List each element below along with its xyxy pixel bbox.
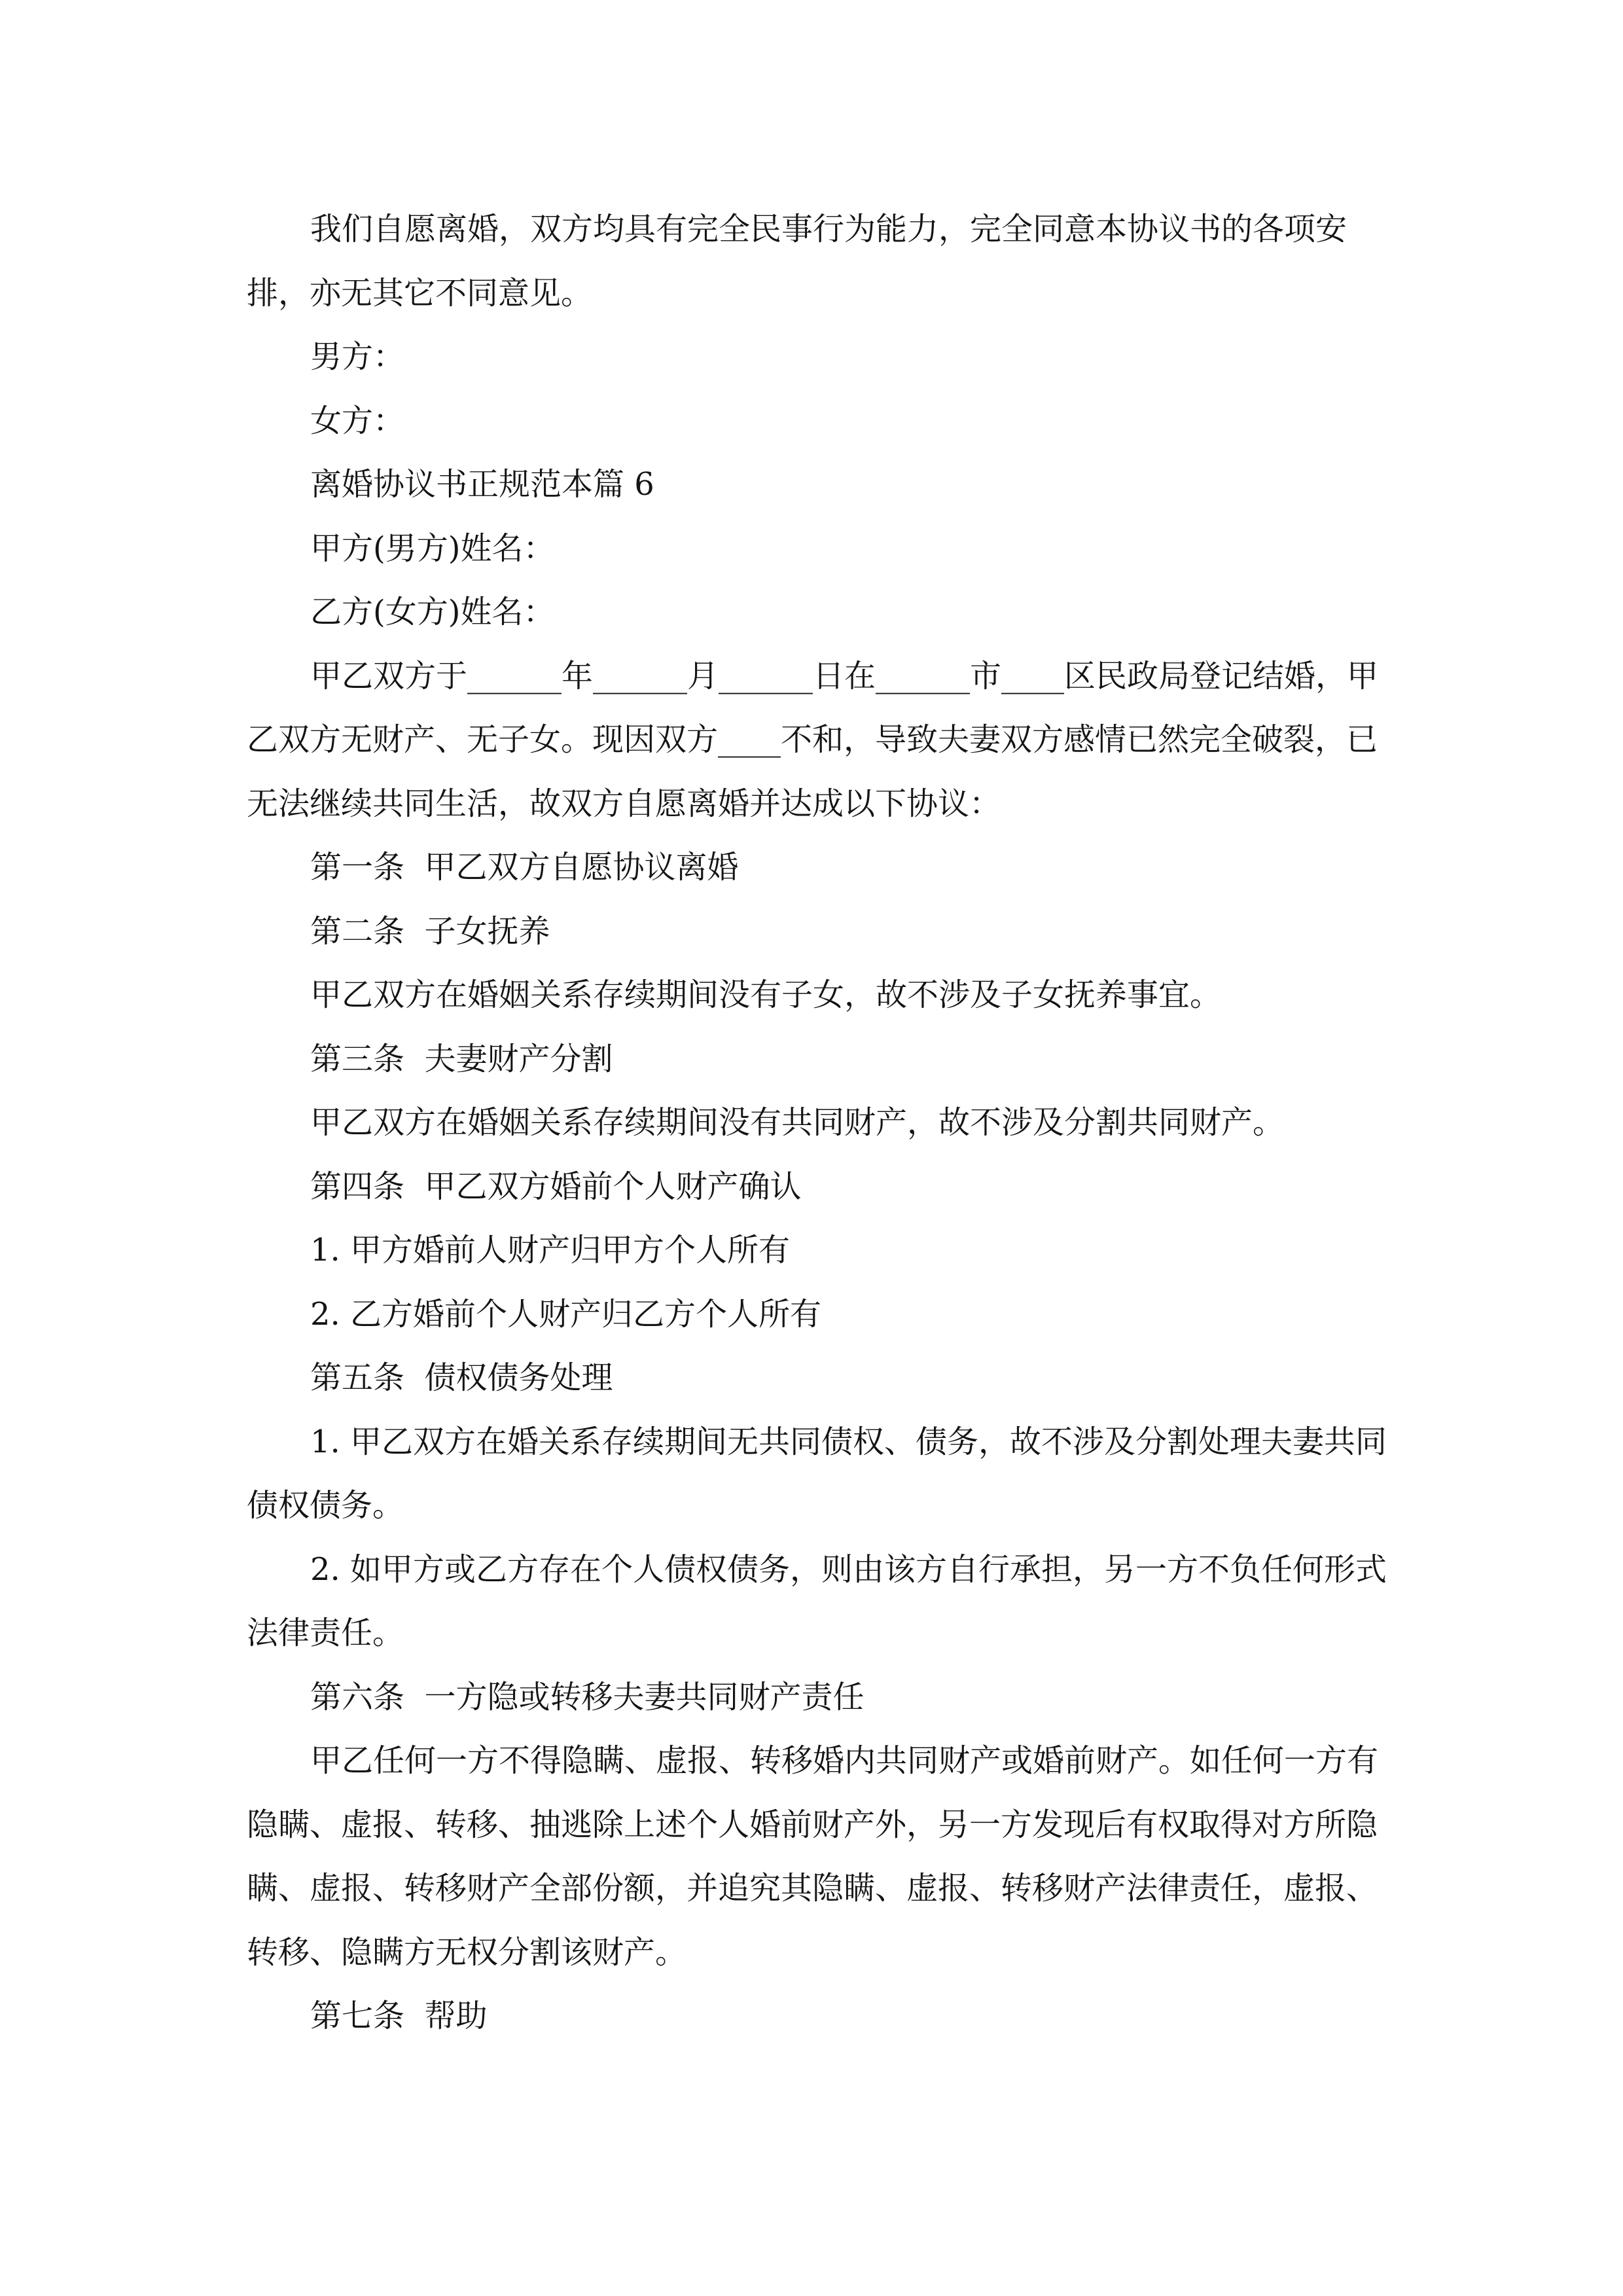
paragraph-male-party: 男方： — [310, 338, 405, 375]
document-body — [247, 198, 1399, 2049]
article-2-heading: 第二条 子女抚养 — [310, 912, 550, 950]
article-7-heading: 第七条 帮助 — [310, 1998, 488, 2034]
paragraph-female-party: 女方： — [310, 402, 405, 439]
article-3-heading: 第三条 夫妻财产分割 — [310, 1040, 613, 1077]
article-5-item-2: 2. 如甲方或乙方存在个人债权债务，则由该方自行承担，另一方不负任何形式法律责任。 — [247, 1551, 1387, 1651]
article-5-item-1: 1. 甲乙双方在婚关系存续期间无共同债权、债务，故不涉及分割处理夫妻共同债权债务。 — [247, 1423, 1387, 1524]
article-4-heading: 第四条 甲乙双方婚前个人财产确认 — [310, 1168, 802, 1205]
article-5-heading: 第五条 债权债务处理 — [310, 1359, 613, 1396]
paragraph-marriage-registration: 甲乙双方于______年______月______日在______市____区民政局登记结婚，甲乙双方无财产、无子女。现因双方____不和，导致夫妻双方感情已然完全破裂，已无法继续共同生活，故双方自愿离婚并达成以下协议： — [247, 657, 1379, 822]
article-4-item-2: 2. 乙方婚前个人财产归乙方个人所有 — [310, 1295, 822, 1333]
article-6-body: 甲乙任何一方不得隐瞒、虚报、转移婚内共同财产或婚前财产。如任何一方有隐瞒、虚报、转移、抽逃除上述个人婚前财产外，另一方发现后有权取得对方所隐瞒、虚报、转移财产全部份额，并追究其隐瞒、虚报、转移财产法律责任，虚报、转移、隐瞒方无权分割该财产。 — [247, 1742, 1379, 1971]
article-1-heading: 第一条 甲乙双方自愿协议离婚 — [310, 849, 739, 886]
article-3-body: 甲乙双方在婚姻关系存续期间没有共同财产，故不涉及分割共同财产。 — [310, 1104, 1285, 1141]
article-4-item-1: 1. 甲方婚前人财产归甲方个人所有 — [310, 1232, 791, 1268]
paragraph-party-a-name: 甲方(男方)姓名： — [310, 529, 555, 567]
section-title-sample-6: 离婚协议书正规范本篇 6 — [310, 466, 654, 503]
paragraph-party-b-name: 乙方(女方)姓名： — [310, 594, 555, 630]
article-6-heading: 第六条 一方隐或转移夫妻共同财产责任 — [310, 1678, 865, 1715]
paragraph-voluntary-divorce: 我们自愿离婚，双方均具有完全民事行为能力，完全同意本协议书的各项安排，亦无其它不同意见。 — [247, 211, 1347, 312]
article-2-body: 甲乙双方在婚姻关系存续期间没有子女，故不涉及子女抚养事宜。 — [310, 977, 1222, 1013]
